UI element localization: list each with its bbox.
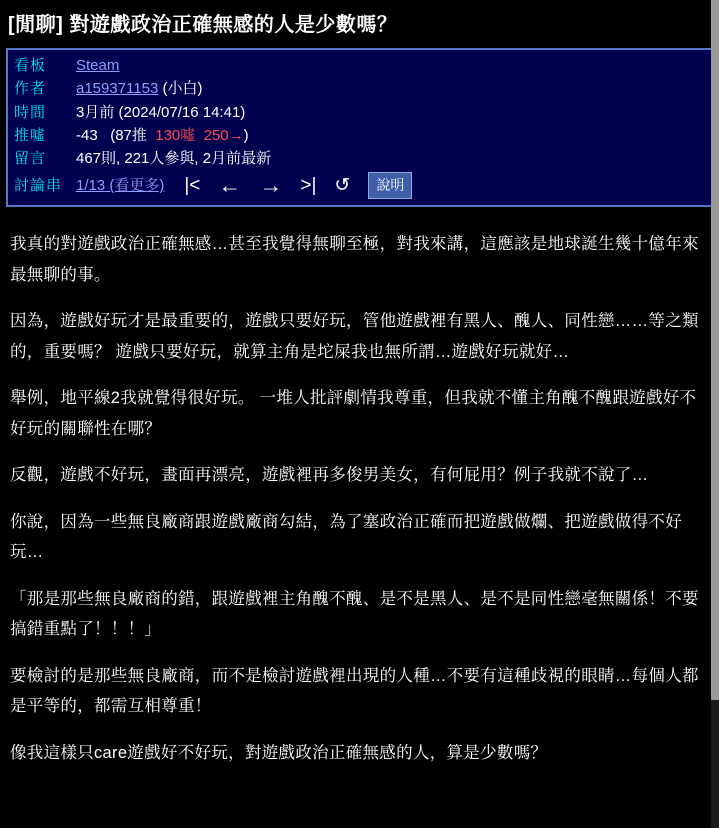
post-paragraph: 像我這樣只care遊戲好不好玩，對遊戲政治正確無感的人，算是少數嗎？ bbox=[10, 743, 548, 762]
time-absolute: (2024/07/16 14:41) bbox=[118, 103, 246, 121]
board-value bbox=[76, 54, 705, 77]
thread-nav-group bbox=[182, 174, 352, 197]
board-label: 看板 bbox=[14, 57, 47, 74]
push-label: 推噓 bbox=[14, 126, 47, 144]
push-paren-close: ) bbox=[243, 126, 249, 144]
thread-value bbox=[76, 172, 705, 199]
meta-row-author bbox=[14, 77, 705, 100]
author-value bbox=[76, 77, 705, 100]
help-button[interactable]: 說明 bbox=[368, 172, 412, 199]
meta-row-push bbox=[14, 124, 705, 147]
post-paragraph: 要檢討的是那些無良廠商，而不是檢討遊戲裡出現的人種…不要有這種歧視的眼睛…每個人都是平等的，都需互相尊重！ bbox=[10, 666, 699, 716]
post-paragraph: 你說，因為一些無良廠商跟遊戲廠商勾結，為了塞政治正確而把遊戲做爛、把遊戲做得不好玩… bbox=[10, 512, 682, 562]
next-page-icon[interactable]: → bbox=[259, 172, 283, 199]
scrollbar-thumb[interactable] bbox=[711, 0, 719, 700]
time-value bbox=[76, 101, 705, 124]
first-page-icon[interactable]: |< bbox=[184, 175, 201, 197]
last-page-icon[interactable]: >| bbox=[300, 175, 317, 197]
prev-page-icon[interactable]: ← bbox=[218, 172, 242, 199]
push-up-count: 87推 bbox=[115, 126, 147, 144]
push-paren-open: ( bbox=[110, 126, 116, 144]
author-link[interactable]: a159371153 bbox=[76, 80, 159, 98]
post-paragraph: 反觀，遊戲不好玩，畫面再漂亮，遊戲裡再多俊男美女，有何屁用？例子我就不說了… bbox=[10, 466, 649, 485]
vertical-scrollbar[interactable] bbox=[711, 0, 719, 828]
reload-icon[interactable]: ↺ bbox=[334, 175, 351, 197]
meta-row-comments bbox=[14, 147, 705, 170]
comments-label: 留言 bbox=[14, 150, 47, 167]
time-relative: 3月前 bbox=[76, 103, 115, 121]
post-paragraph: 我真的對遊戲政治正確無感…甚至我覺得無聊至極，對我來講，這應該是地球誕生幾十億年來最無聊的事。 bbox=[10, 235, 699, 284]
author-nickname: (小白) bbox=[162, 80, 203, 98]
push-score: -43 bbox=[76, 126, 98, 144]
post-meta-box bbox=[6, 48, 713, 207]
post-body bbox=[0, 207, 719, 778]
meta-row-board bbox=[14, 54, 705, 77]
post-paragraph: 因為，遊戲好玩才是最重要的，遊戲只要好玩，管他遊戲裡有黑人、醜人、同性戀……等之類的，重要嗎？ 遊戲只要好玩，就算主角是坨屎我也無所謂…遊戲好玩就好… bbox=[10, 312, 699, 361]
page-title: [閒聊] 對遊戲政治正確無感的人是少數嗎？ bbox=[8, 14, 398, 36]
post-paragraph: 舉例，地平線2我就覺得很好玩。 一堆人批評劇情我尊重，但我就不懂主角醜不醜跟遊戲好不好玩的關聯性在哪？ bbox=[10, 389, 697, 438]
post-paragraph: 「那是那些無良廠商的錯，跟遊戲裡主角醜不醜、是不是黑人、是不是同性戀毫無關係！不要搞錯重點了！！！」 bbox=[10, 589, 699, 639]
push-arrow-count: 250→ bbox=[203, 126, 244, 144]
thread-label: 討論串 bbox=[14, 177, 63, 195]
comments-value: 467則, 221人參與, 2月前最新 bbox=[76, 150, 272, 167]
time-label: 時間 bbox=[14, 103, 47, 121]
thread-more-link[interactable]: 1/13 (看更多) bbox=[76, 177, 165, 195]
push-value bbox=[76, 124, 705, 147]
meta-row-thread bbox=[14, 170, 705, 199]
push-boo-count: 130噓 bbox=[155, 126, 196, 144]
board-link[interactable]: Steam bbox=[76, 57, 120, 74]
author-label: 作者 bbox=[14, 80, 47, 98]
meta-row-time bbox=[14, 101, 705, 124]
